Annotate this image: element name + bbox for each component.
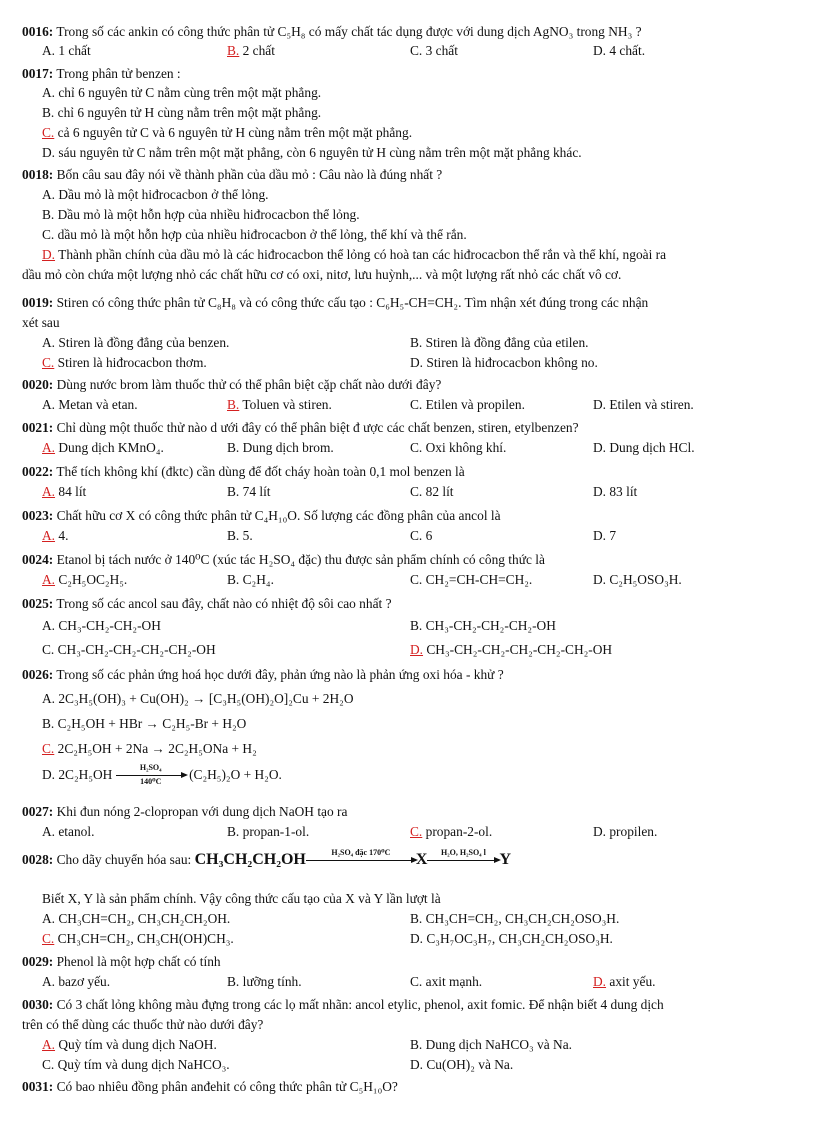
option xyxy=(42,398,138,411)
chain-compound: CH₃CH₂CH₂OH xyxy=(194,851,306,868)
option xyxy=(42,692,354,705)
question-text: Trong phân tử benzen : xyxy=(56,66,181,81)
question-text: Có 3 chất lỏng không màu đựng trong các lọ mất nhãn: ancol etylic, phenol, axit fomic. Để nhận biết 4 dung dịch xyxy=(56,997,664,1012)
option-text: C. 82 lít xyxy=(410,484,454,499)
question-text: Trong số các ancol sau đây, chất nào có nhiệt độ sôi cao nhất ? xyxy=(56,596,392,611)
chain-compound: X xyxy=(415,851,428,868)
option-text: B. propan-1-ol. xyxy=(227,824,310,839)
question-text: Stiren có công thức phân tử C₈H₈ và có công thức cấu tạo : C₆H₅-CH=CH₂. Tìm nhận xét đúng trong các nhận xyxy=(56,295,649,310)
question-text: Trong số các ankin có công thức phân tử C₅H₈ có mấy chất tác dụng được với dung dịch AgNO₃ trong NH₃ ? xyxy=(56,24,642,39)
option-text: C. Stiren là hiđrocacbon thơm. xyxy=(42,355,207,370)
question-number: 0030: xyxy=(22,997,54,1012)
question-number: 0026: xyxy=(22,667,54,682)
option xyxy=(593,825,657,838)
option xyxy=(410,932,613,945)
option-text: D. C₂H₅OSO₃H. xyxy=(593,572,682,587)
question-number: 0025: xyxy=(22,596,54,611)
option xyxy=(227,485,271,498)
answer-marker: C. xyxy=(42,125,55,140)
option-text: C. CH₃CH=CH₂, CH₃CH(OH)CH₃. xyxy=(42,931,234,946)
answer-marker: D. xyxy=(42,247,56,262)
option xyxy=(227,398,332,411)
option xyxy=(42,825,94,838)
option xyxy=(410,912,619,925)
option-text: C. CH₂=CH-CH=CH₂. xyxy=(410,572,533,587)
question-stem xyxy=(22,421,579,434)
option-text: A. CH₃CH=CH₂, CH₃CH₂CH₂OH. xyxy=(42,911,231,926)
question-number: 0018: xyxy=(22,167,54,182)
question-stem xyxy=(22,597,392,610)
question-text-cont: Biết X, Y là sản phẩm chính. Vậy công thức cấu tạo của X và Y lần lượt là xyxy=(42,891,441,906)
answer-marker: B. xyxy=(227,397,240,412)
question-text-cont: trên có thể dùng các thuốc thử nào dưới đây? xyxy=(22,1017,264,1032)
option xyxy=(593,529,616,542)
option-text: A. 2C₃H₅(OH)₃ + Cu(OH)₂ → [C₃H₅(OH)₂O]₂Cu + 2H₂O xyxy=(42,691,354,706)
option-text: A. Stiren là đồng đẳng của benzen. xyxy=(42,335,230,350)
option-text: C. propan-2-ol. xyxy=(410,824,493,839)
option xyxy=(593,398,694,411)
question-text: Chất hữu cơ X có công thức phân tử C₄H₁₀O. Số lượng các đồng phân của ancol là xyxy=(56,508,501,523)
option xyxy=(42,1038,217,1051)
question-text: Etanol bị tách nước ở 140⁰C (xúc tác H₂SO₄ đặc) thu được sản phẩm chính có công thức là xyxy=(56,552,545,567)
option xyxy=(42,619,161,632)
option xyxy=(227,573,274,586)
option-text: B. Stiren là đồng đẳng của etilen. xyxy=(410,335,589,350)
option xyxy=(410,356,598,369)
option xyxy=(410,825,492,838)
option xyxy=(593,485,637,498)
option xyxy=(227,975,302,988)
option xyxy=(410,441,506,454)
answer-marker: A. xyxy=(42,440,56,455)
option xyxy=(42,742,257,755)
option-text: B. CH₃-CH₂-CH₂-CH₂-OH xyxy=(410,618,556,633)
option xyxy=(42,44,91,57)
option-text: D. sáu nguyên tử C nằm trên một mặt phẳng, còn 6 nguyên tử H cùng nằm trên một mặt phẳng khác. xyxy=(42,145,582,160)
question-stem xyxy=(22,668,504,681)
option xyxy=(42,717,246,730)
question-number: 0027: xyxy=(22,804,54,819)
option xyxy=(42,208,360,221)
option-text: D. C₃H₇OC₃H₇, CH₃CH₂CH₂OSO₃H. xyxy=(410,931,613,946)
chain-compound: Y xyxy=(499,851,511,868)
option-text: A. CH₃-CH₂-CH₂-OH xyxy=(42,618,161,633)
option xyxy=(42,485,86,498)
option-text: C. dầu mỏ là một hỗn hợp của nhiều hiđrocacbon ở thể lỏng, thể khí và thể rắn. xyxy=(42,227,467,242)
option-text: B. Dung dịch NaHCO₃ và Na. xyxy=(410,1037,572,1052)
option xyxy=(42,763,282,787)
option xyxy=(42,86,321,99)
reaction-arrow xyxy=(306,848,416,861)
answer-marker: A. xyxy=(42,1037,56,1052)
option-text: D. 83 lít xyxy=(593,484,638,499)
reaction-arrow xyxy=(116,763,186,787)
question-stem xyxy=(22,805,347,818)
option xyxy=(410,529,432,542)
question-number: 0017: xyxy=(22,66,54,81)
option xyxy=(42,228,467,241)
option-text: A. Dung dịch KMnO₄. xyxy=(42,440,164,455)
option-text: A. C₂H₅OC₂H₅. xyxy=(42,572,128,587)
option xyxy=(593,975,656,988)
question-stem xyxy=(22,848,511,868)
option xyxy=(410,1058,513,1071)
question-number: 0022: xyxy=(22,464,54,479)
option xyxy=(42,643,216,656)
option-text: D. Thành phần chính của dầu mỏ là các hiđrocacbon thể lỏng có hoà tan các hiđrocacbon thể rắn và thể khí, ngoài ra xyxy=(42,247,667,262)
question-number: 0028: xyxy=(22,852,54,867)
option-text: B. Dầu mỏ là một hỗn hợp của nhiều hiđrocacbon thể lỏng. xyxy=(42,207,360,222)
answer-marker: C. xyxy=(410,824,423,839)
option xyxy=(593,573,682,586)
option-text: A. 4. xyxy=(42,528,69,543)
option-text: C. 6 xyxy=(410,528,433,543)
question-text: Phenol là một hợp chất có tính xyxy=(56,954,221,969)
question-stem-cont xyxy=(22,1018,263,1031)
answer-marker: D. xyxy=(410,642,424,657)
option-text: D. Cu(OH)₂ và Na. xyxy=(410,1057,514,1072)
option xyxy=(593,441,695,454)
question-text: Thể tích không khí (đktc) cần dùng để đốt cháy hoàn toàn 0,1 mol benzen là xyxy=(56,464,465,479)
option xyxy=(410,485,454,498)
answer-marker: C. xyxy=(42,741,55,756)
answer-marker: B. xyxy=(227,43,240,58)
option xyxy=(227,44,275,57)
option-text: D. Stiren là hiđrocacbon không no. xyxy=(410,355,598,370)
option xyxy=(42,336,229,349)
answer-marker: A. xyxy=(42,572,56,587)
question-text: Khi đun nóng 2-clopropan với dung dịch NaOH tạo ra xyxy=(56,804,348,819)
question-text: Có bao nhiêu đồng phân anđehit có công thức phân tử C₅H₁₀O? xyxy=(56,1079,398,1094)
option-text: A. Quỳ tím và dung dịch NaOH. xyxy=(42,1037,217,1052)
option xyxy=(42,126,412,139)
option xyxy=(42,106,321,119)
option-text: C. Etilen và propilen. xyxy=(410,397,525,412)
question-text: Cho dãy chuyển hóa sau: xyxy=(56,852,192,867)
option xyxy=(42,975,110,988)
option-text: D. axit yếu. xyxy=(593,974,656,989)
question-stem xyxy=(22,509,501,522)
option xyxy=(42,932,234,945)
question-number: 0021: xyxy=(22,420,54,435)
option xyxy=(42,1058,230,1071)
question-number: 0023: xyxy=(22,508,54,523)
arrow-condition-bottom: 140⁰C xyxy=(140,777,162,787)
question-number: 0024: xyxy=(22,552,54,567)
arrow-condition-top: H₂SO₄ xyxy=(139,763,162,773)
arrow-condition: H₂SO₄ đặc 170⁰C xyxy=(331,848,391,858)
option-text: C. Oxi không khí. xyxy=(410,440,507,455)
option xyxy=(410,975,482,988)
question-number: 0019: xyxy=(22,295,54,310)
question-text: Dùng nước brom làm thuốc thử có thể phân biệt cặp chất nào dưới đây? xyxy=(56,377,442,392)
option xyxy=(227,825,309,838)
option-text: B. 2 chất xyxy=(227,43,275,58)
option-text: dầu mỏ còn chứa một lượng nhỏ các chất hữu cơ có oxi, nitơ, lưu huỳnh,... và một lượng rất nhỏ các chất vô cơ. xyxy=(22,267,622,282)
option xyxy=(410,573,532,586)
question-stem xyxy=(22,168,442,181)
option-text: C. axit mạnh. xyxy=(410,974,483,989)
option-text: B. C₂H₄. xyxy=(227,572,274,587)
option xyxy=(42,912,230,925)
question-number: 0016: xyxy=(22,24,54,39)
option-text: D. propilen. xyxy=(593,824,658,839)
question-stem xyxy=(22,1080,398,1093)
option xyxy=(42,146,582,159)
option xyxy=(42,356,207,369)
question-text: Chỉ dùng một thuốc thử nào d ưới đây có thể phân biệt đ ược các chất benzen, stiren, etylbenzen? xyxy=(56,420,579,435)
question-stem xyxy=(22,296,648,309)
question-stem xyxy=(22,67,181,80)
option-text: B. C₂H₅OH + HBr → C₂H₅-Br + H₂O xyxy=(42,716,247,731)
option-text: C. Quỳ tím và dung dịch NaHCO₃. xyxy=(42,1057,230,1072)
option-text: C. 3 chất xyxy=(410,43,458,58)
option xyxy=(410,1038,572,1051)
question-stem xyxy=(22,998,664,1011)
option-text: D. Dung dịch HCl. xyxy=(593,440,695,455)
option xyxy=(410,336,589,349)
option xyxy=(227,441,334,454)
question-stem xyxy=(22,378,441,391)
option xyxy=(42,188,269,201)
answer-marker: D. xyxy=(593,974,607,989)
option-text: B. chỉ 6 nguyên tử H cùng nằm trên một mặt phẳng. xyxy=(42,105,322,120)
option xyxy=(410,619,556,632)
question-stem xyxy=(22,553,545,566)
option-text: A. Dầu mỏ là một hiđrocacbon ở thể lỏng. xyxy=(42,187,269,202)
option-text: C. 2C₂H₅OH + 2Na → 2C₂H₅ONa + H₂ xyxy=(42,741,257,756)
option-text: D. 4 chất. xyxy=(593,43,646,58)
option-text: A. Metan và etan. xyxy=(42,397,138,412)
option xyxy=(42,441,164,454)
question-number: 0020: xyxy=(22,377,54,392)
option-text: B. Dung dịch brom. xyxy=(227,440,334,455)
answer-marker: A. xyxy=(42,484,56,499)
option-text: C. CH₃-CH₂-CH₂-CH₂-CH₂-OH xyxy=(42,642,216,657)
answer-marker: C. xyxy=(42,355,55,370)
arrow-condition: H₂O, H₂SO₄ l xyxy=(441,848,486,858)
question-stem xyxy=(22,25,642,38)
option-text: A. bazơ yếu. xyxy=(42,974,111,989)
option xyxy=(227,529,253,542)
option-text: D. 7 xyxy=(593,528,617,543)
answer-marker: C. xyxy=(42,931,55,946)
option xyxy=(410,398,525,411)
question-stem-cont xyxy=(42,892,441,905)
option-text: B. lưỡng tính. xyxy=(227,974,302,989)
question-text: Trong số các phản ứng hoá học dưới đây, phản ứng nào là phản ứng oxi hóa - khử ? xyxy=(56,667,504,682)
question-text: Bốn câu sau đây nói về thành phần của dầu mỏ : Câu nào là đúng nhất ? xyxy=(56,167,443,182)
option-text: C. cả 6 nguyên tử C và 6 nguyên tử H cùng nằm trên một mặt phẳng. xyxy=(42,125,413,140)
option-text: A. chỉ 6 nguyên tử C nằm cùng trên một mặt phẳng. xyxy=(42,85,322,100)
option xyxy=(593,44,645,57)
option-text: D. Etilen và stiren. xyxy=(593,397,694,412)
question-stem-cont xyxy=(22,316,60,329)
option xyxy=(22,268,621,281)
option-text: D. 2C₂H₅OH xyxy=(42,767,113,782)
option-text: B. CH₃CH=CH₂, CH₃CH₂CH₂OSO₃H. xyxy=(410,911,620,926)
question-text-cont: xét sau xyxy=(22,315,60,330)
question-number: 0031: xyxy=(22,1079,54,1094)
option xyxy=(42,529,68,542)
question-number: 0029: xyxy=(22,954,54,969)
question-stem xyxy=(22,955,221,968)
option xyxy=(410,643,612,656)
option-text: A. etanol. xyxy=(42,824,95,839)
option-text: A. 84 lít xyxy=(42,484,87,499)
option-text: B. 74 lít xyxy=(227,484,271,499)
option-text: A. 1 chất xyxy=(42,43,91,58)
question-stem xyxy=(22,465,465,478)
reaction-arrow xyxy=(427,848,499,861)
option xyxy=(410,44,458,57)
answer-marker: A. xyxy=(42,528,56,543)
option xyxy=(42,573,127,586)
option-text: B. 5. xyxy=(227,528,253,543)
option xyxy=(42,248,666,261)
option-text: B. Toluen và stiren. xyxy=(227,397,332,412)
option-text: D. CH₃-CH₂-CH₂-CH₂-CH₂-CH₂-OH xyxy=(410,642,613,657)
option-text: (C₂H₅)₂O + H₂O. xyxy=(189,767,282,782)
